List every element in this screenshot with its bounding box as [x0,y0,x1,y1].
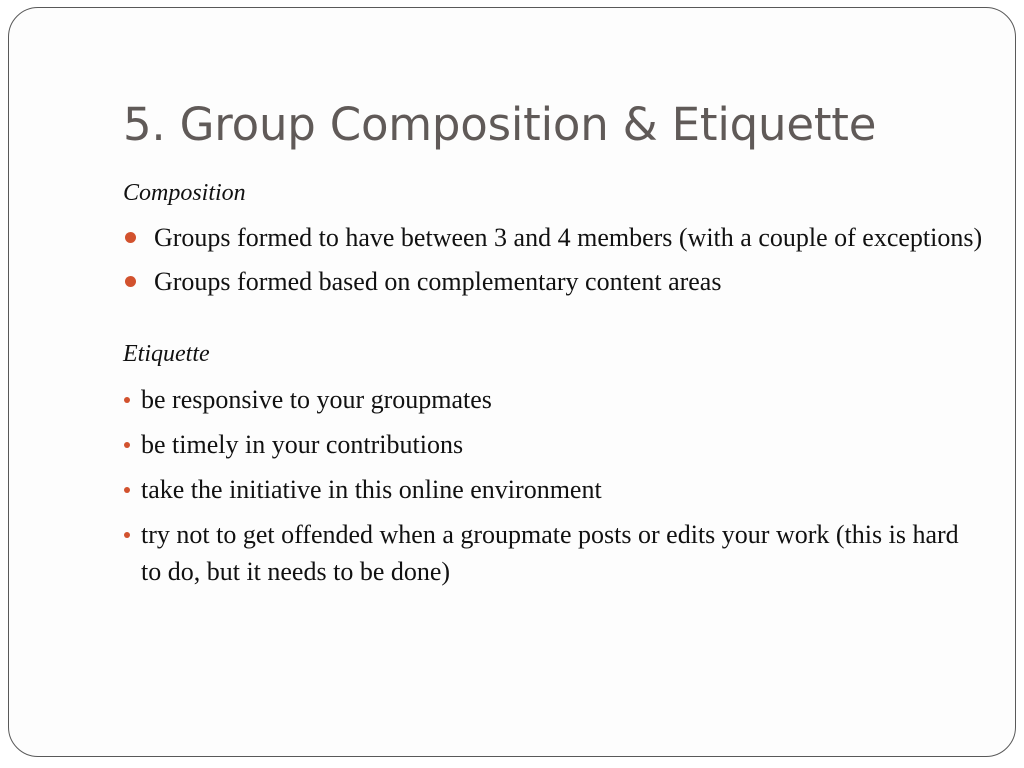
list-item-text: try not to get offended when a groupmate posts or edits your work (this is hard to do, but it needs to be done) [141,520,959,586]
list-item-text: be responsive to your groupmates [141,385,492,414]
list-item [123,471,983,508]
list-item-text: Groups formed to have between 3 and 4 members (with a couple of exceptions) [154,223,983,252]
list-item-text: be timely in your contributions [141,430,464,459]
bullet-dot-icon [124,487,130,493]
list-item [123,219,983,256]
slide-title: 5. Group Composition & Etiquette [123,98,877,151]
list-item [123,381,983,418]
list-item-text: Groups formed based on complementary content areas [154,267,722,296]
bullet-dot-icon [124,442,130,448]
list-item [123,263,983,300]
list-item [123,516,983,590]
bullet-dot-icon [124,532,130,538]
composition-heading: Composition [123,180,246,206]
slide-frame [8,7,1016,757]
bullet-dot-icon [124,397,130,403]
composition-list [123,219,983,300]
bullet-dot-icon [125,276,136,287]
slide-body [123,174,983,590]
etiquette-list [123,381,983,590]
bullet-dot-icon [125,232,136,243]
list-item [123,426,983,463]
section-spacer [123,300,983,335]
etiquette-heading: Etiquette [123,341,210,367]
list-item-text: take the initiative in this online environment [141,475,602,504]
